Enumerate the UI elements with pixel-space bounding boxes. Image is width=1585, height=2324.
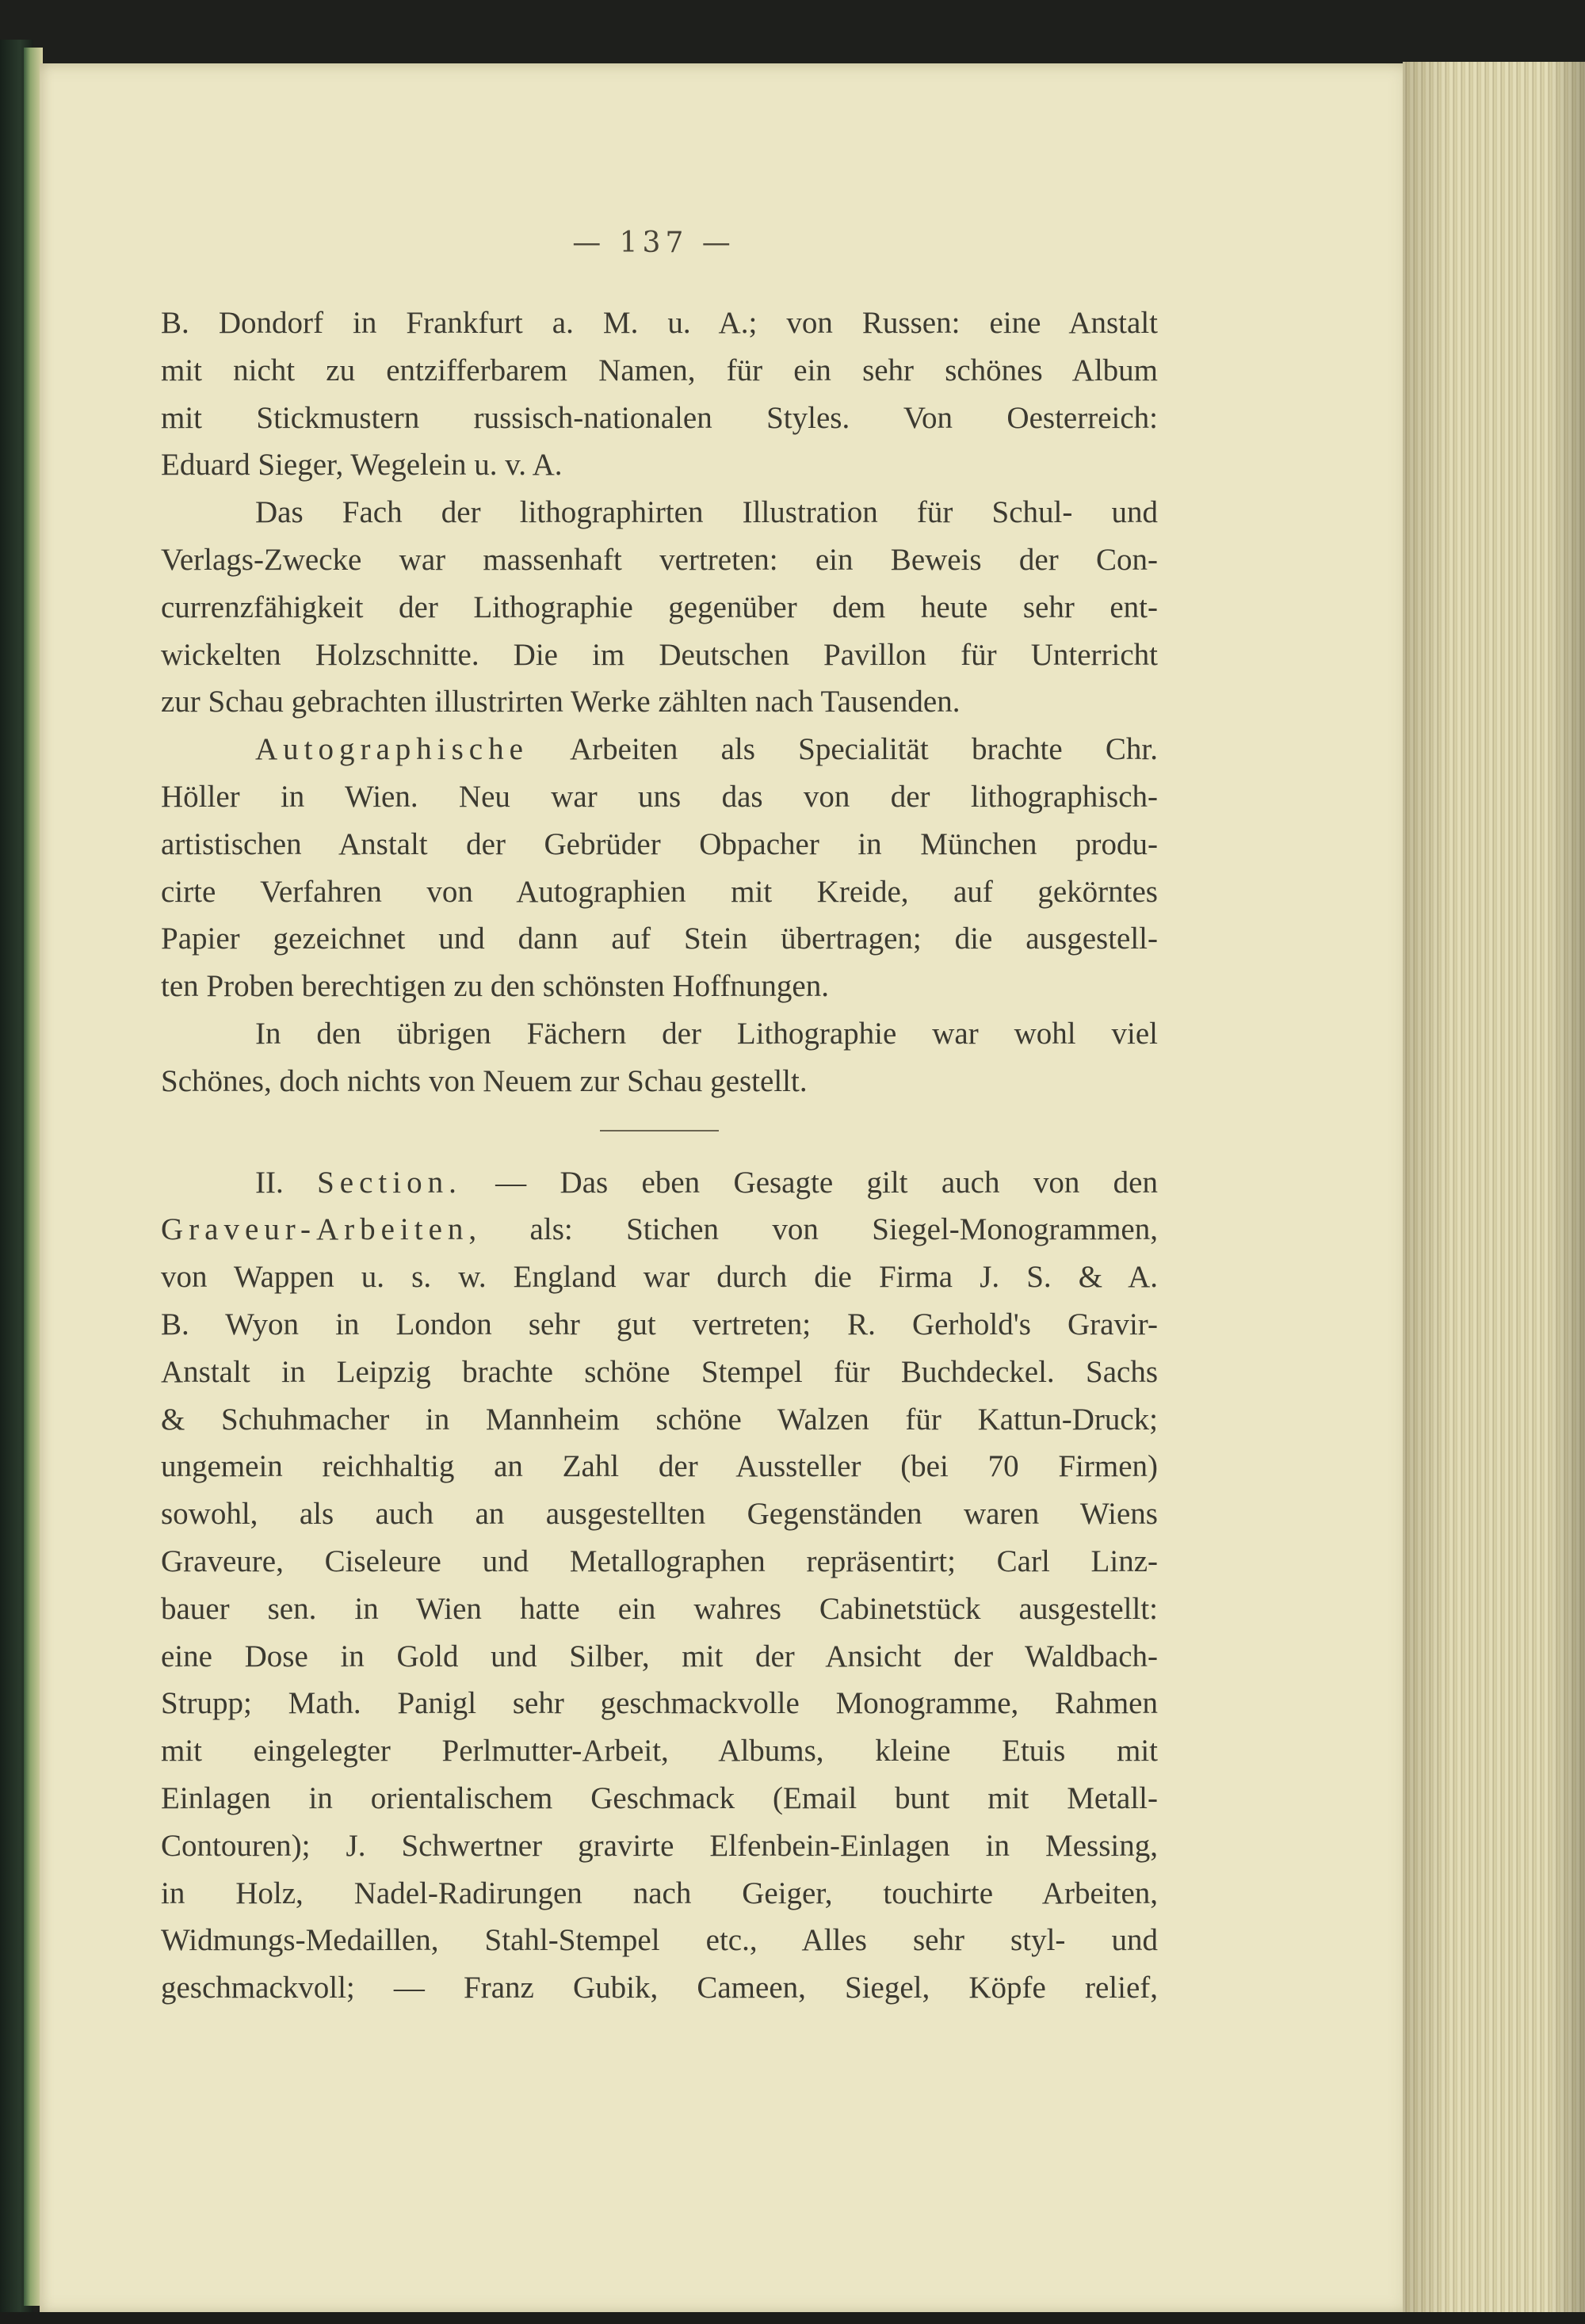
text-line <box>161 1206 1158 1254</box>
text-line: In den übrigen Fächern der Lithographie war wohl viel <box>255 1016 1158 1051</box>
spaced-term: Graveur-Arbeiten <box>161 1212 469 1247</box>
text-line <box>161 726 1158 773</box>
text-line: zur Schau gebrachten illustrirten Werke zählten nach Tausenden. <box>161 685 961 719</box>
text-line: Das Fach der lithographirten Illustration für Schul- und <box>255 495 1158 530</box>
text-line: Widmungs-Medaillen, Stahl-Stempel etc., Alles sehr styl- und <box>161 1923 1158 1958</box>
text-line: Graveure, Ciseleure und Metallographen repräsentirt; Carl Linz- <box>161 1544 1158 1578</box>
text-line: Anstalt in Leipzig brachte schöne Stempel für Buchdeckel. Sachs <box>161 1354 1158 1389</box>
text-line: Strupp; Math. Panigl sehr geschmackvolle Monogramme, Rahmen <box>161 1686 1158 1721</box>
text-line: bauer sen. in Wien hatte ein wahres Cabinetstück ausgestellt: <box>161 1591 1158 1626</box>
text-line: ten Proben berechtigen zu den schönsten Hoffnungen. <box>161 969 829 1004</box>
text-run: , als: Stichen von Siegel-Monogrammen, <box>468 1212 1158 1247</box>
page-stack-shadow <box>1403 62 1585 2316</box>
text-line: ungemein reichhaltig an Zahl der Aussteller (bei 70 Firmen) <box>161 1449 1158 1484</box>
scan-background-top <box>0 0 1585 63</box>
text-line: B. Dondorf in Frankfurt a. M. u. A.; von Russen: eine Anstalt <box>161 306 1158 340</box>
section-numeral: II. <box>255 1165 284 1200</box>
text-line: Contouren); J. Schwertner gravirte Elfenbein-Einlagen in Messing, <box>161 1828 1158 1863</box>
text-line: B. Wyon in London sehr gut vertreten; R. Gerhold's Gravir- <box>161 1307 1158 1341</box>
body-text <box>161 300 1158 2012</box>
text-line: mit nicht zu entzifferbarem Namen, für ein sehr schönes Album <box>161 353 1158 387</box>
text-line: Verlags-Zwecke war massenhaft vertreten: ein Beweis der Con- <box>161 542 1158 577</box>
text-line: mit Stickmustern russisch-nationalen Styles. Von Oesterreich: <box>161 400 1158 435</box>
spaced-term: Autographische <box>255 732 529 767</box>
text-run: Arbeiten als Specialität brachte Chr. <box>528 732 1158 767</box>
scan-background-bottom <box>0 2312 1585 2324</box>
text-line <box>161 1159 1158 1207</box>
text-line: Papier gezeichnet und dann auf Stein übertragen; die ausgestell- <box>161 922 1158 956</box>
text-line: cirte Verfahren von Autographien mit Kreide, auf gekörntes <box>161 874 1158 909</box>
text-line: Einlagen in orientalischem Geschmack (Email bunt mit Metall- <box>161 1780 1158 1815</box>
section-word: Section. <box>317 1165 462 1200</box>
page-number: — 137 — <box>572 227 735 259</box>
text-line: eine Dose in Gold und Silber, mit der Ansicht der Waldbach- <box>161 1639 1158 1673</box>
text-line: von Wappen u. s. w. England war durch die Firma J. S. & A. <box>161 1260 1158 1295</box>
text-line: artistischen Anstalt der Gebrüder Obpacher in München produ- <box>161 826 1158 861</box>
text-line: & Schuhmacher in Mannheim schöne Walzen für Kattun-Druck; <box>161 1402 1158 1437</box>
text-line: Schönes, doch nichts von Neuem zur Schau gestellt. <box>161 1063 808 1098</box>
text-line: mit eingelegter Perlmutter-Arbeit, Albums, kleine Etuis mit <box>161 1734 1158 1769</box>
text-run: — Das eben Gesagte gilt auch von den <box>461 1165 1158 1200</box>
text-line: geschmackvoll; — Franz Gubik, Cameen, Siegel, Köpfe relief, <box>161 1971 1158 2005</box>
text-line: sowohl, als auch an ausgestellten Gegenständen waren Wiens <box>161 1497 1158 1532</box>
section-divider <box>600 1130 719 1131</box>
text-line: Höller in Wien. Neu war uns das von der lithographisch- <box>161 779 1158 814</box>
text-line: currenzfähigkeit der Lithographie gegenüber dem heute sehr ent- <box>161 590 1158 624</box>
text-line: wickelten Holzschnitte. Die im Deutschen Pavillon für Unterricht <box>161 637 1158 672</box>
text-line: Eduard Sieger, Wegelein u. v. A. <box>161 448 563 483</box>
text-line: in Holz, Nadel-Radirungen nach Geiger, touchirte Arbeiten, <box>161 1876 1158 1910</box>
